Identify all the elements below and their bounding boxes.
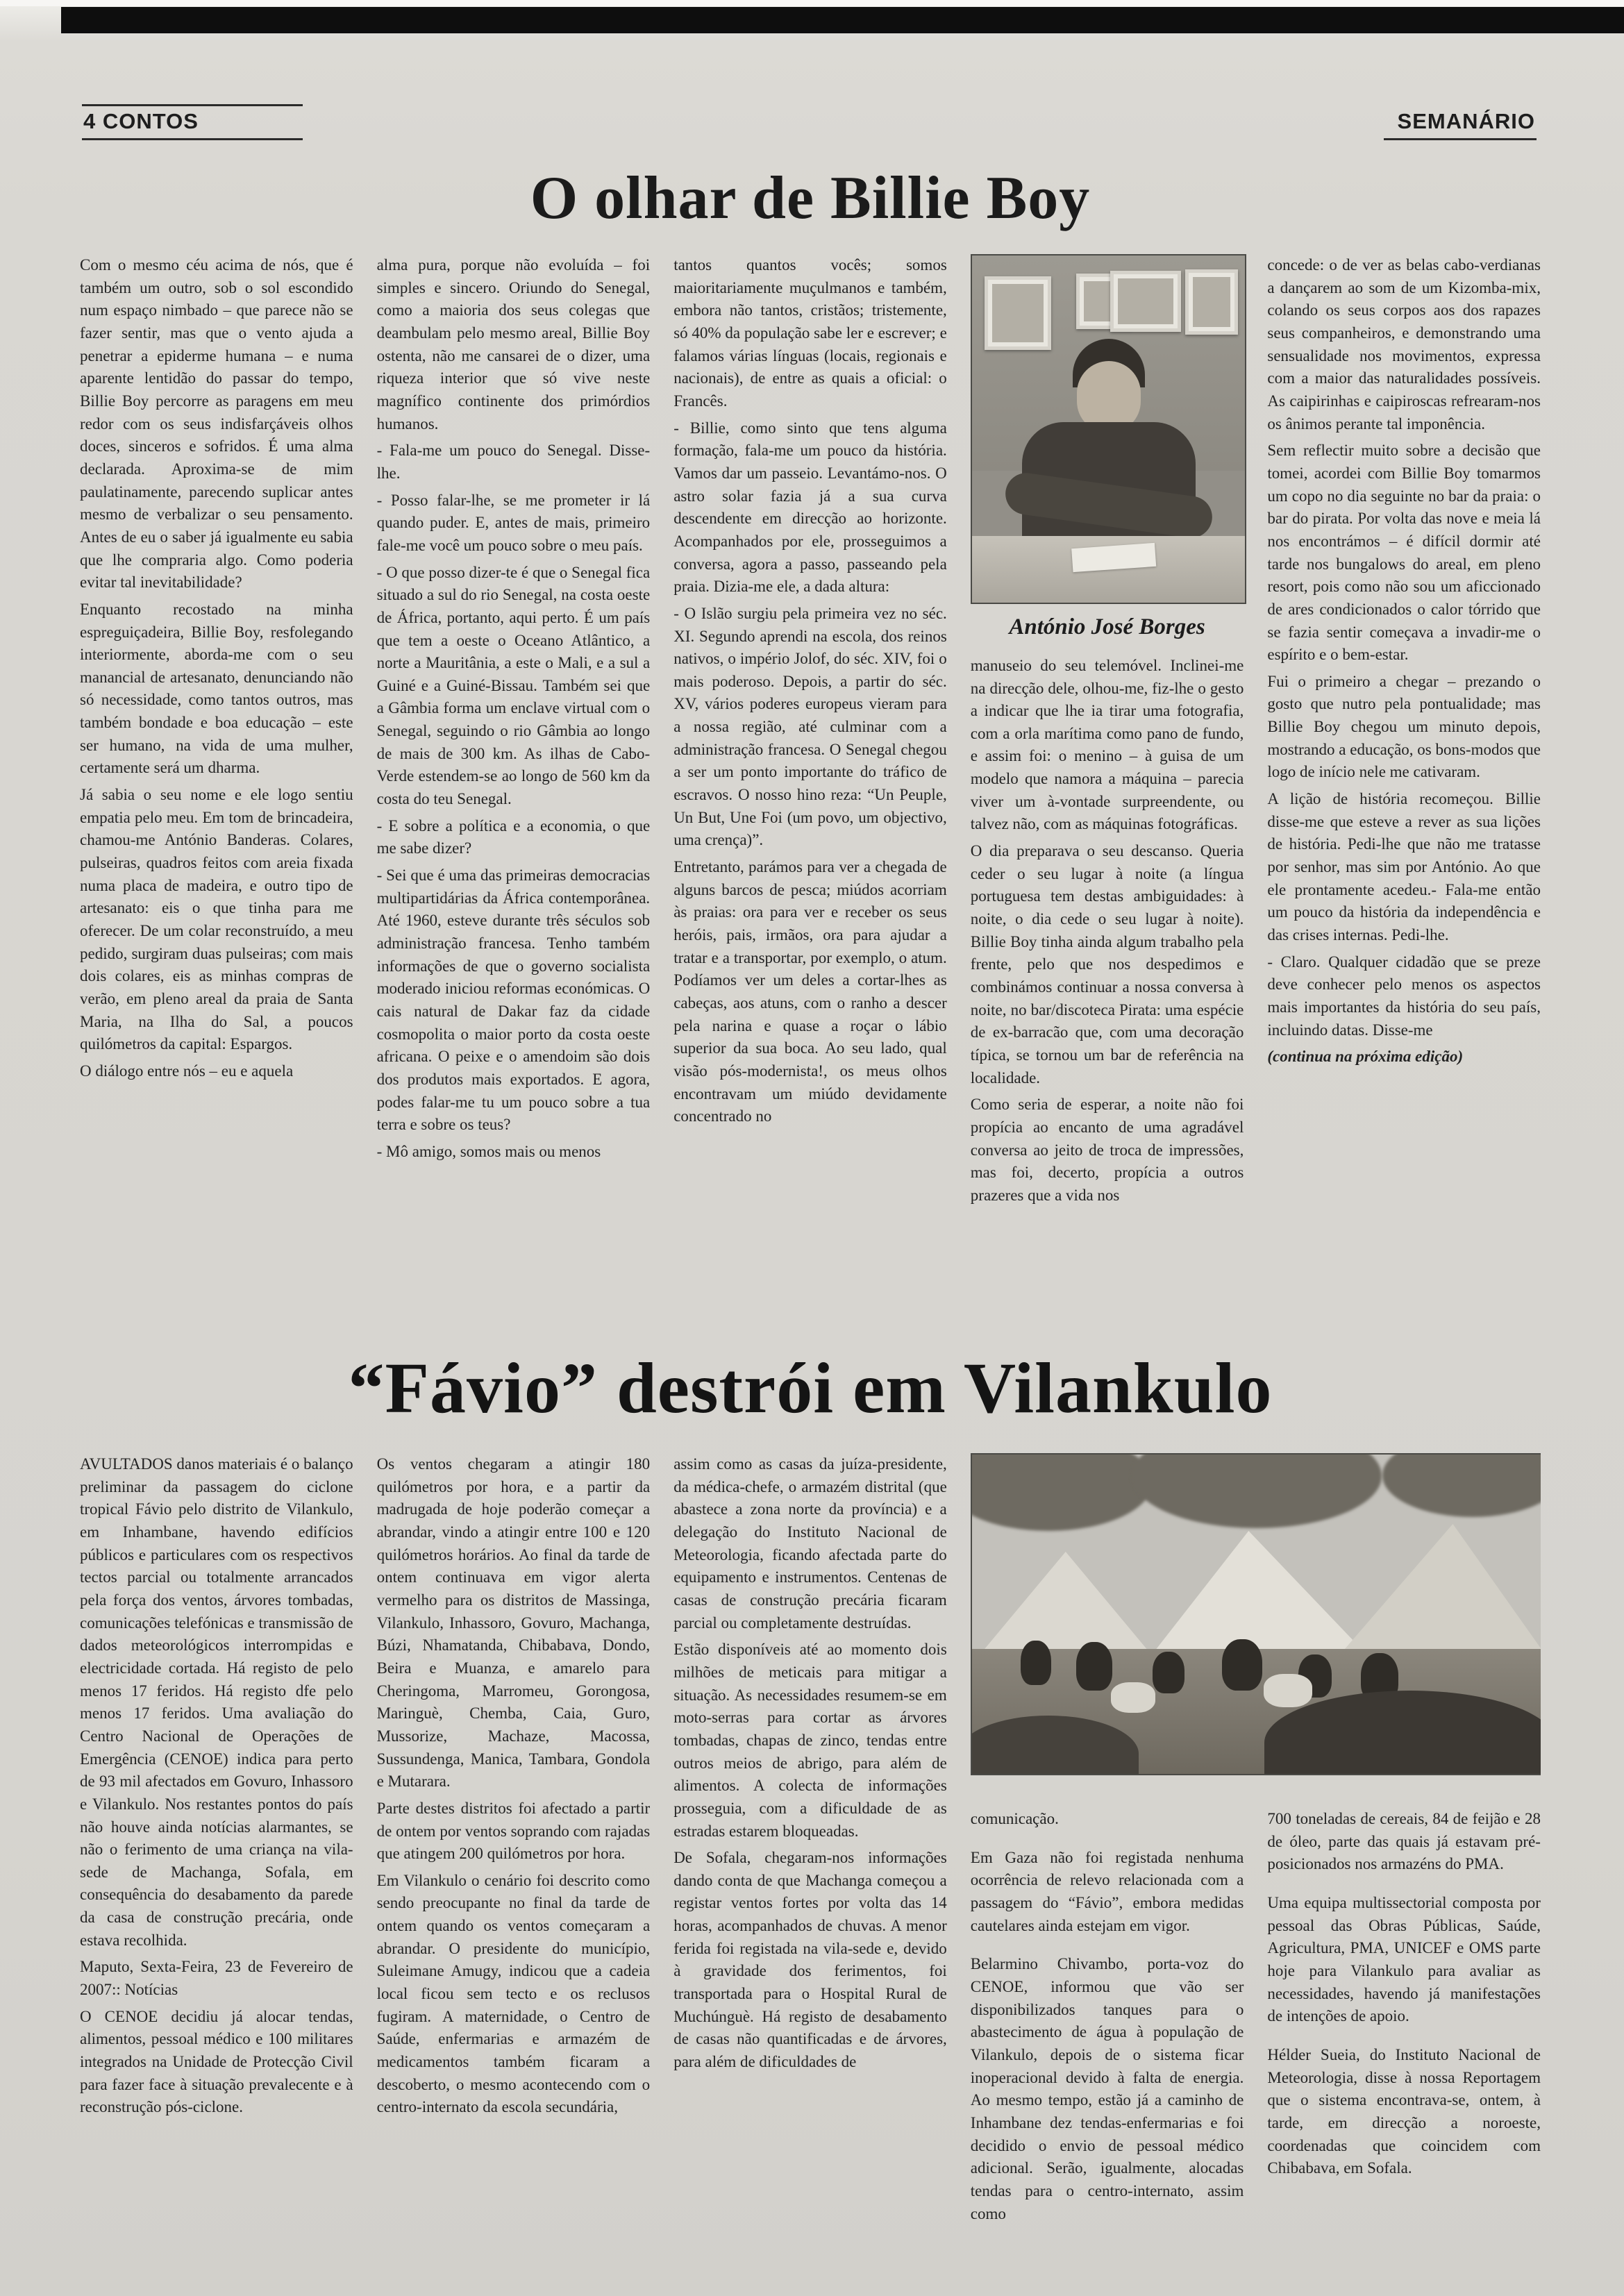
tent-shape — [1146, 1531, 1375, 1663]
photo-caption: António José Borges — [1009, 614, 1205, 639]
tree-silhouette — [971, 1453, 1153, 1531]
text-column-4 — [971, 254, 1244, 1309]
supply-sack — [1111, 1682, 1155, 1713]
tent-shape — [979, 1552, 1153, 1656]
scan-edge — [0, 0, 1624, 6]
scan-top-bar — [61, 7, 1624, 33]
portrait-photo — [971, 254, 1247, 604]
text-column-1: Com o mesmo céu acima de nós, que é também um outro, sob o sol escondido num espaço nimbado – que parece não se fazer sentir, mas que o vento ajuda a penetrar a epiderme humana – e numa aparente lentidão do passar do tempo, Billie Boy percorre as paragens em meu redor com os seus indisfarçáveis olhos doces, sinceros e sofridos. É uma alma declarada. Aproxima-se de mim paulatinamente, parecendo suplicar antes mesmo de verbalizar o seu pensamento. Antes de eu o saber já igualmente eu sabia que lhe compraria algo. Como poderia evitar tal inevitabilidade? Enquanto recostado na minha espreguiçadeira, Billie Boy, resfolegando interiormente, aborda-me com o seu manancial de artesanato, denunciando não só necessidade, como tantos outros, mas também bondade e boa educação – este ser humano, na vida de uma mulher, certamente será um dharma. Já sabia o seu nome e ele logo sentiu empatia pelo meu. Em tom de brincadeira, chamou-me António Banderas. Colares, pulseiras, quadros feitos com areia fixada numa placa de madeira, e outro tipo de artesanato: eis o que tinha para me oferecer. De um colar reconstruído, a meu pedido, surgiram duas pulseiras; com mais dois colares, eis as minhas compras de verão, em pleno areal da praia de Santa Maria, na Ilha do Sal, a poucos quilómetros da capital: Espargos. O diálogo entre nós – eu e aquela — [80, 256, 353, 1080]
article-billie-boy — [80, 163, 1541, 1309]
page-header — [82, 104, 1537, 140]
section-label: 4 CONTOS — [82, 104, 303, 140]
tent-shape — [1327, 1524, 1541, 1670]
masthead: SEMANÁRIO — [1384, 106, 1537, 140]
news-column-4: comunicação. Em Gaza não foi registada nenhuma ocorrência de relevo relacionada com a passagem do “Fávio”, embora medidas cautelares ainda estejam em vigor. Belarmino Chivambo, porta-voz do CENOE, informou que vão ser disponibilizados tanques para o abastecimento de água à população de Vilankulo, depois de o sistema ficar inoperacional devido à falta de energia. Ao mesmo tempo, estão já a caminho de Inhambane dez tendas-enfermarias e foi decidido o envio de pessoal médico adicional. Serão, igualmente, alocadas tendas para o centro-internato, assim como — [970, 1810, 1244, 2222]
cyclone-camp-photo — [971, 1453, 1541, 1775]
news-subcolumns — [971, 1792, 1541, 2241]
person-silhouette — [1222, 1639, 1262, 1691]
news-right-region — [971, 1453, 1541, 2293]
news-headline: “Fávio” destrói em Vilankulo — [348, 1348, 1273, 1428]
news-column-2: Os ventos chegaram a atingir 180 quilómetros por hora, e a partir da madrugada de hoje poderão começar a abrandar, vindo a atingir entre 100 e 120 quilómetros horários. Ao final da tarde de ontem continuava em vigor alerta vermelho para os distritos de Massinga, Vilankulo, Inhassoro, Govuro, Machanga, Búzi, Nhamatanda, Chibabava, Dondo, Beira e Muanza, e amarelo para Cheringoma, Marromeu, Gorongosa, Maringuè, Chemba, Caia, Guro, Mussorize, Machaze, Macossa, Sussundenga, Manica, Tambara, Gondola e Mutarara. Parte destes distritos foi afectado a partir de ontem por ventos soprando com rajadas que atingem 200 quilómetros por hora. Em Vilankulo o cenário foi descrito como sendo preocupante no final da tarde de ontem quando os ventos começaram a abrandar. O presidente do município, Suleimane Amugy, indicou que a cadeia local ficou sem tecto e os reclusos fugiram. A maternidade, o Centro de Saúde, enfermarias e armazém de medicamentos também ficaram a descoberto, o mesmo acontecendo com o centro-internato da escola secundária, — [376, 1455, 651, 2116]
wall-frame — [1110, 271, 1181, 332]
tree-silhouette — [1382, 1453, 1541, 1517]
text-column-3: tantos quantos vocês; somos maioritariamente muçulmanos e também, embora não tantos, cristãos; tristemente, só 40% da população sabe ler e escrever; e falamos várias línguas (locais, regionais e nacionais), de entre as quais a oficial: o Francês. - Billie, como sinto que tens alguma formação, fala-me um pouco da história. Vamos dar um passeio. Levantámo-nos. O astro solar fazia já a sua curva descendente em direcção ao horizonte. Acompanhados por ele, prosseguimos a conversa, agora a passo, passeando pela praia. Dizia-me ele, a dada altura: - O Islão surgiu pela primeira vez no séc. XI. Segundo aprendi na escola, dos reinos nativos, o império Jolof, do séc. XIV, foi o mais poderoso. Depois, a partir do séc. XV, vários poderes europeus vieram para a nossa região, até culminar com a administração francesa. O Senegal chegou a ser um ponto importante do tráfico de escravos. O nosso hino reza: “Un Peuple, Un But, Une Foi (um povo, um objectivo, uma crença)”. Entretanto, parámos para ver a chegada de alguns barcos de pesca; miúdos acorriam às praias: ora para ver e receber os seus heróis, pais, irmãos, ora para ajudar a tratar e a transportar, por exemplo, o atum. Podíamos ver um deles a cortar-lhes as cabeças, aos atuns, com o ranho a descer pela narina e quase a roçar o lábio superior da sua boca. Ao seu lado, qual visão pós-modernista!, os meus olhos encontravam um miúdo devidamente concentrado no — [673, 256, 947, 1125]
person-silhouette — [1076, 1642, 1112, 1691]
news-column-5: 700 toneladas de cereais, 84 de feijão e 28 de óleo, parte das quais já estavam pré-posicionados nos armazéns do PMA. Uma equipa multissectorial composta por pessoal das Obras Públicas, Saúde, Agricultura, PMA, UNICEF e OMS parte hoje para Vilankulo para avaliar as necessidades, havendo já manifestações de intenções de apoio. Hélder Sueia, do Instituto Nacional de Meteorologia, disse à nossa Reportagem que o sistema encontrava-se, ontem, à tarde, em direcção a noroeste, coordenadas que coincidem com Chibabava, em Sofala. — [1267, 1810, 1541, 2177]
text-column-4-body: manuseio do seu telemóvel. Inclinei-me na direcção dele, olhou-me, fiz-lhe o gesto a indicar que lhe ia tirar uma fotografia, com a orla marítima como pano de fundo, e assim foi: o menino – à guisa de um modelo que namora a máquina – parecia viver um à-vontade surpreendente, ou talvez não, com as máquinas fotográficas. O dia preparava o seu descanso. Queria ceder o seu lugar à noite (a língua portuguesa tem destas ambiguidades: à noite, o dia cede o seu lugar à noite). Billie Boy tinha ainda algum trabalho pela frente, pelo que nos despedimos e combinámos continuar a nossa conversa à noite, no bar/discoteca Pirata: uma espécie de ex-barracão que, com uma decoração típica, se tornou um bar de referência na localidade. Como seria de esperar, a noite não foi propícia ao encanto de uma agradável conversa ao jeito de troca de impressões, mas foi, decerto, propícia a outros prazeres que a vida nos — [970, 656, 1244, 1204]
news-column-1: AVULTADOS danos materiais é o balanço preliminar da passagem do ciclone tropical Fávio pelo distrito de Vilankulo, em Inhambane, havendo edifícios públicos e particulares com os respectivos tectos parcial ou totalmente arrancados pela força dos ventos, árvores tombadas, comunicações telefónicas e transmissão de dados meteorológicos interrompidas e electricidade cortada. Há registo de pelo menos 17 feridos. Há registo dfe pelo menos 17 feridos. Uma avaliação do Centro Nacional de Operações de Emergência (CENOE) indica para perto de 93 mil afectados em Govuro, Inhassoro e Vilankulo. Nos restantes pontos do país não houve ainda notícias alarmantes, se não o ferimento de uma criança na vila-sede de Machanga, Sofala, em consequência do desabamento da parede da casa de construção precária, onde estava recolhida. Maputo, Sexta-Feira, 23 de Fevereiro de 2007:: Notícias O CENOE decidiu já alocar tendas, alimentos, pessoal médico e 100 militares integrados na Unidade de Protecção Civil para fazer face à situação prevalecente e à reconstrução pós-ciclone. — [80, 1455, 353, 2116]
article-columns — [80, 254, 1541, 1309]
text-column-2: alma pura, porque não evoluída – foi simples e sincero. Oriundo do Senegal, como a maioria dos seus colegas que deambulam pelo mesmo areal, Billie Boy ostenta, não me cansarei de o dizer, uma riqueza interior que só vive neste magnífico continente dos primórdios humanos. - Fala-me um pouco do Senegal. Disse-lhe. - Posso falar-lhe, se me prometer ir lá quando puder. E, antes de mais, primeiro fale-me você um pouco sobre o meu país. - O que posso dizer-te é que o Senegal fica situado a sul do rio Senegal, na costa oeste de África, portanto, aqui perto. É um país que tem a oeste o Oceano Atlântico, a norte a Mauritânia, a este o Mali, e a sul a Guiné e a Guiné-Bissau. Também sei que a Gâmbia forma um enclave virtual com o Senegal, seguindo o rio Gâmbia ao longo de mais de 300 km. As ilhas de Cabo-Verde estendem-se ao longo de 560 km da costa do teu Senegal. - E sobre a política e a economia, o que me sabe dizer? - Sei que é uma das primeiras democracias multipartidárias da África contemporânea. Até 1960, esteve durante três séculos sob administração francesa. Tenho também informações de que o governo socialista moderado iniciou reformas económicas. O cais natural de Dakar faz da cidade cosmopolita o maior porto da costa oeste africana. O peixe e o amendoim são dois dos produtos mais exportados. E agora, podes falar-me tu um pouco sobre a tua terra e sobre os teus? - Mô amigo, somos mais ou menos — [376, 256, 651, 1160]
tree-silhouette — [1132, 1453, 1382, 1528]
person-silhouette — [1153, 1652, 1184, 1693]
continuation-note: (continua na próxima edição) — [1267, 1048, 1464, 1066]
news-columns — [80, 1453, 1541, 2293]
news-column-3: assim como as casas da juíza-presidente, da médica-chefe, o armazém distrital (que abastece a zona norte da província) e a delegação do Instituto Nacional de Meteorologia, ficando afectada parte do equipamento e instrumentos. Centenas de casas de construção precária ficaram parcial ou completamente destruídas. Estão disponíveis até ao momento dois milhões de meticais para mitigar a situação. As necessidades resumem-se em moto-serras para cortar as árvores tombadas, chapas de zinco, tendas entre outros meios de abrigo, para além de alimentos. A colecta de informações prosseguia, com a dificuldade de as estradas estarem bloqueadas. De Sofala, chegaram-nos informações dando conta de que Machanga começou a registar ventos fortes por volta das 14 horas, acompanhados de chuvas. A menor ferida foi registada na vila-sede e, devido à gravidade dos ferimentos, foi transportada para o Hospital Rural de Muchúnguè. Há registo de desabamento de casas não quantificadas e de árvores, para além de dificuldades de — [673, 1455, 947, 2071]
wall-frame — [985, 276, 1051, 350]
text-column-5-body: concede: o de ver as belas cabo-verdianas a dançarem ao som de um Kizomba-mix, colando os seus corpos aos dos rapazes seus companheiros, e demonstrando uma sensualidade nos movimentos, expressa com a maior das naturalidades possíveis. As caipirinhas e caipiroscas refrearam-nos os ânimos perante tal imponência. Sem reflectir muito sobre a decisão que tomei, acordei com Billie Boy tomarmos um copo no dia seguinte no bar da praia: o bar do pirata. Por volta das nove e meia lá nos encontrámos – é difícil dormir até tarde nos bungalows do areal, em pleno resort, pois como não sou um aficcionado de ares condicionados o calor tórrido que se fazia sentir começava a invadir-me o espírito e o bem-estar. Fui o primeiro a chegar – prezando o gosto que nutro pela pontualidade; mas Billie Boy chegou um minuto depois, mostrando a educação, os bons-modos que logo de início nele me cativaram. A lição de história recomeçou. Billie disse-me que esteve a rever as sua lições de história. Pedi-lhe que não me tratasse por senhor, mas sim por António. Ao que ele prontamente acedeu.- Fala-me então um pouco da história da independência e das crises internas. Pedi-lhe. - Claro. Qualquer cidadão que se preze deve conhecer pelo menos os aspectos mais importantes da história do seu país, incluindo datas. Disse-me — [1267, 256, 1541, 1039]
wall-frame — [1185, 269, 1238, 335]
article-title: O olhar de Billie Boy — [530, 165, 1091, 232]
supply-sack — [1264, 1674, 1312, 1707]
person-silhouette — [1021, 1641, 1051, 1685]
text-column-5 — [1267, 254, 1541, 1309]
article-favio — [80, 1347, 1541, 2293]
